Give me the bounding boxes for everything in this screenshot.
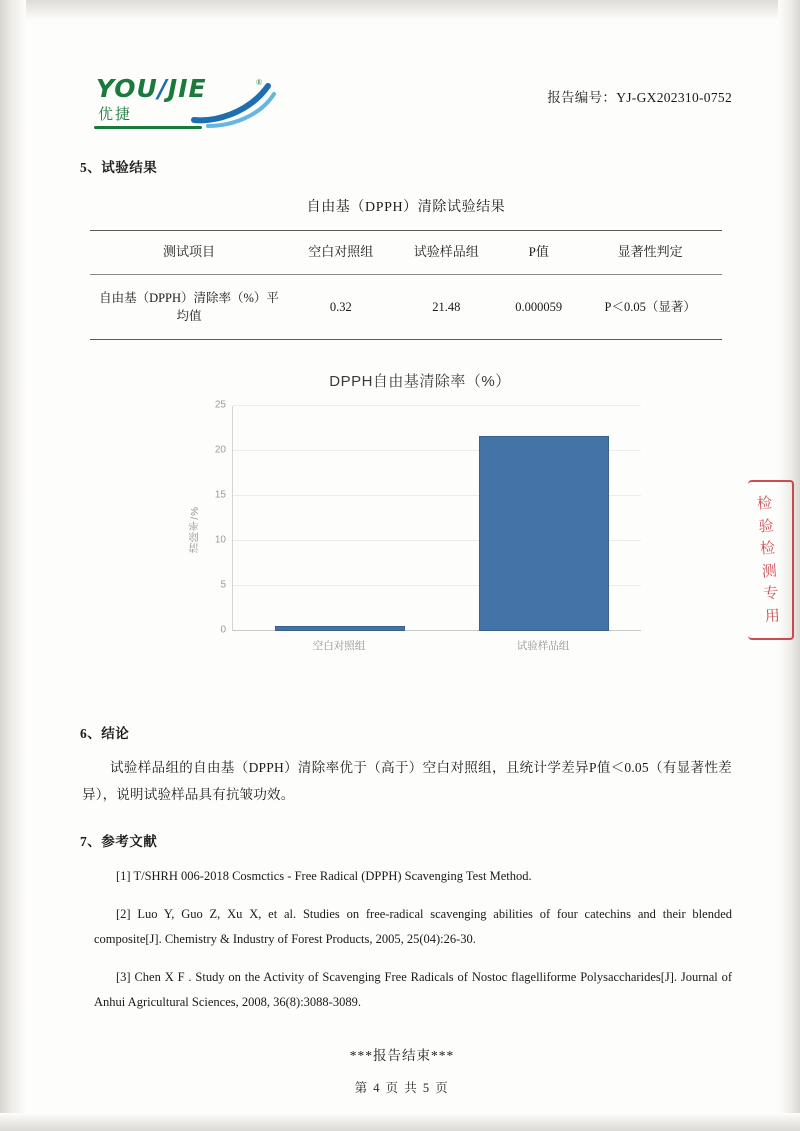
gridline-25 — [214, 399, 641, 411]
chart-y-axis-label: 清除率/% — [190, 506, 201, 553]
report-end-mark: ***报告结束*** — [349, 1047, 455, 1063]
report-number-label: 报告编号： — [547, 90, 617, 105]
cell-significance: P＜0.05（显著） — [604, 299, 696, 314]
column-header-sample: 试验样品组 — [413, 244, 479, 259]
scan-edge-top — [0, 0, 800, 20]
dpph-bar-chart — [180, 366, 660, 676]
scan-edge-left — [0, 0, 26, 1131]
x-tick-control: 空白对照组 — [312, 640, 366, 653]
results-table-block — [90, 196, 722, 340]
column-header-item: 测试项目 — [162, 244, 215, 259]
table-header-row — [90, 231, 722, 275]
column-header-pvalue: P值 — [528, 244, 549, 259]
document-header — [72, 60, 732, 130]
cell-sample: 21.48 — [432, 299, 461, 314]
stamp-text: 检验检测专用 — [756, 493, 782, 625]
logo-subtext: 优捷 — [98, 106, 133, 123]
x-tick-sample: 试验样品组 — [516, 640, 570, 653]
scan-edge-bottom — [0, 1113, 800, 1131]
reference-item-3: [3] Chen X F . Study on the Activity of Scavenging Free Radicals of Nostoc flagelliforme Polysaccharides[J]. Journal of Anhui Agricultural Sciences, 2008, 36(8):3088-3089. — [94, 970, 732, 1009]
swoosh-icon — [184, 76, 278, 128]
table-body — [90, 274, 722, 339]
y-tick-20: 20 — [214, 444, 226, 456]
trademark-icon: ® — [256, 78, 263, 87]
cell-item: 自由基（DPPH）清除率（%）平均值 — [99, 290, 279, 323]
chart-title: DPPH自由基清除率（%） — [329, 373, 511, 391]
table-caption: 自由基（DPPH）清除试验结果 — [306, 200, 506, 215]
reference-item-2: [2] Luo Y, Guo Z, Xu X, et al. Studies on free-radical scavenging abilities of four catechins and their blended composite[J]. Chemistry & Industry of Forest Products, 2005, 25(04):26-30. — [94, 907, 732, 946]
logo-slash: / — [157, 74, 168, 103]
y-tick-5: 5 — [220, 579, 226, 591]
y-tick-10: 10 — [214, 534, 226, 546]
inspection-stamp — [748, 480, 794, 640]
company-logo — [88, 70, 278, 130]
section-title-references: 7、参考文献 — [80, 834, 158, 850]
column-header-control: 空白对照组 — [308, 244, 374, 259]
report-number — [547, 86, 732, 106]
table-row — [90, 274, 722, 339]
page-footer: 第 4 页 共 5 页 — [354, 1080, 450, 1095]
logo-text-2: JIE — [167, 74, 207, 103]
report-number-value: YJ-GX202310-0752 — [616, 90, 732, 105]
cell-control: 0.32 — [329, 299, 352, 314]
chart-plot-area — [214, 399, 641, 653]
conclusion-paragraph: 试验样品组的自由基（DPPH）清除率优于（高于）空白对照组，且统计学差异P值＜0.05（有显著性差异），说明试验样品具有抗皱功效。 — [82, 760, 732, 803]
cell-pvalue: 0.000059 — [515, 299, 563, 314]
results-table — [90, 230, 722, 340]
table-head — [90, 231, 722, 275]
section-title-results: 5、试验结果 — [80, 160, 158, 175]
y-tick-15: 15 — [214, 489, 226, 501]
bar-control-group — [275, 626, 405, 631]
page-content — [72, 60, 732, 1096]
reference-item-1: [1] T/SHRH 006-2018 Cosmctics - Free Radical (DPPH) Scavenging Test Method. — [116, 869, 532, 884]
section-title-conclusion: 6、结论 — [80, 726, 130, 742]
column-header-significance: 显著性判定 — [617, 244, 683, 259]
y-tick-25: 25 — [214, 399, 226, 411]
logo-text-1: YOU — [96, 74, 158, 103]
bar-sample-group — [479, 436, 609, 631]
y-tick-0: 0 — [220, 624, 226, 636]
